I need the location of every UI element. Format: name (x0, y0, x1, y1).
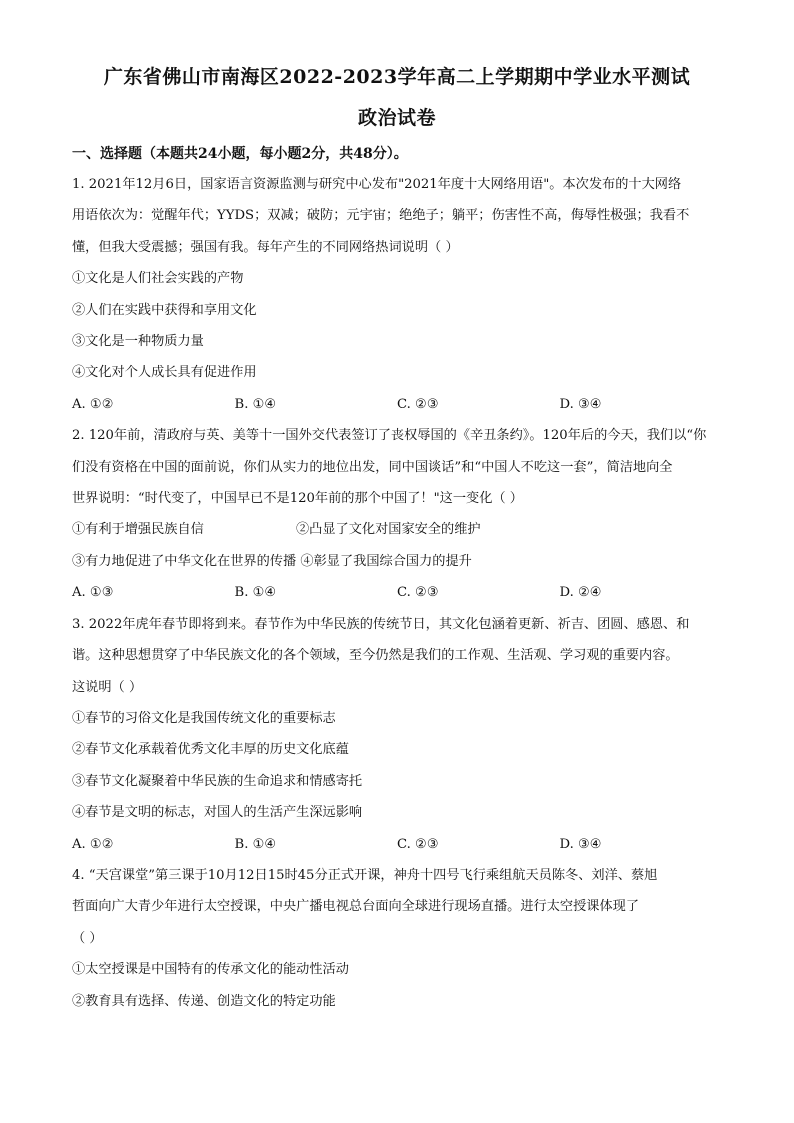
question-text-line: 2. 120年前，清政府与英、美等十一国外交代表签订了丧权辱国的《辛丑条约》。120年后的今天，我们以“你 (72, 428, 707, 444)
question-text-line: 们没有资格在中国的面前说，你们从实力的地位出发，同中国谈话”和“中国人不吃这一套”，简洁地向全 (72, 459, 673, 475)
option-c: C. ②③ (397, 585, 439, 601)
question-text-line: 谐。这种思想贯穿了中华民族文化的各个领域，至今仍然是我们的工作观、生活观、学习观的重要内容。 (72, 648, 679, 664)
option-b: B. ①④ (234, 585, 277, 601)
answer-options (72, 577, 722, 608)
option-d: D. ③④ (559, 396, 602, 412)
exam-subtitle: 政治试卷 (357, 107, 436, 129)
question-text-line: 用语依次为：觉醒年代；YYDS；双减；破防；元宇宙；绝绝子；躺平；伤害性不高，侮辱性极强；我看不 (72, 208, 690, 224)
option-d: D. ②④ (559, 585, 602, 601)
option-b: B. ①④ (234, 836, 277, 852)
option-c: C. ②③ (397, 396, 439, 412)
answer-options (72, 389, 722, 420)
statement: ④春节是文明的标志，对国人的生活产生深远影响 (72, 805, 363, 821)
question-text-line: 1. 2021年12月6日，国家语言资源监测与研究中心发布"2021年度十大网络用语"。本次发布的十大网络 (72, 177, 682, 192)
statement: ①春节的习俗文化是我国传统文化的重要标志 (72, 710, 336, 726)
option-c: C. ②③ (397, 836, 439, 852)
statement: ①文化是人们社会实践的产物 (72, 271, 244, 287)
answer-options (72, 829, 722, 860)
section-heading: 一、选择题（本题共24小题，每小题2分，共48分）。 (72, 146, 408, 162)
question-text-line: 3. 2022年虎年春节即将到来。春节作为中华民族的传统节日，其文化包涵着更新、祈吉、团圆、感恩、和 (72, 616, 690, 632)
question-text-line: （ ） (72, 930, 103, 946)
question-text-line: 懂，但我大受震撼；强国有我。每年产生的不同网络热词说明（ ） (72, 239, 459, 255)
question-2 (72, 420, 722, 608)
statement: ③春节文化凝聚着中华民族的生命追求和情感寄托 (72, 773, 363, 789)
statement: ①有利于增强民族自信 (72, 522, 204, 538)
exam-title: 广东省佛山市南海区2022-2023学年高二上学期期中学业水平测试 (103, 66, 691, 88)
statement: ②春节文化承载着优秀文化丰厚的历史文化底蕴 (72, 742, 349, 758)
option-a: A. ①③ (72, 585, 114, 601)
question-4 (72, 860, 722, 1017)
question-text-line: 哲面向广大青少年进行太空授课，中央广播电视总台面向全球进行现场直播。进行太空授课体现了 (72, 899, 640, 915)
question-text-line: 这说明（ ） (72, 679, 143, 695)
question-text-line: 4. “天宫课堂”第三课于10月12日15时45分正式开课，神舟十四号飞行乘组航天员陈冬、刘洋、蔡旭 (72, 867, 658, 883)
statement: ②人们在实践中获得和享用文化 (72, 302, 257, 318)
statement: ②凸显了文化对国家安全的维护 (296, 522, 481, 538)
option-a: A. ①② (72, 836, 114, 852)
question-3 (72, 609, 722, 860)
question-1 (72, 169, 722, 420)
statement-row (72, 514, 722, 545)
statement: ③文化是一种物质力量 (72, 334, 204, 350)
statement-row: ③有力地促进了中华文化在世界的传播 ④彰显了我国综合国力的提升 (72, 553, 472, 569)
statement: ②教育具有选择、传递、创造文化的特定功能 (72, 993, 336, 1009)
option-d: D. ③④ (559, 836, 602, 852)
statement: ①太空授课是中国特有的传承文化的能动性活动 (72, 962, 349, 978)
option-a: A. ①② (72, 396, 114, 412)
option-b: B. ①④ (234, 396, 277, 412)
question-text-line: 世界说明：“时代变了，中国早已不是120年前的那个中国了！"这一变化（ ） (72, 491, 523, 507)
statement: ④文化对个人成长具有促进作用 (72, 365, 257, 381)
